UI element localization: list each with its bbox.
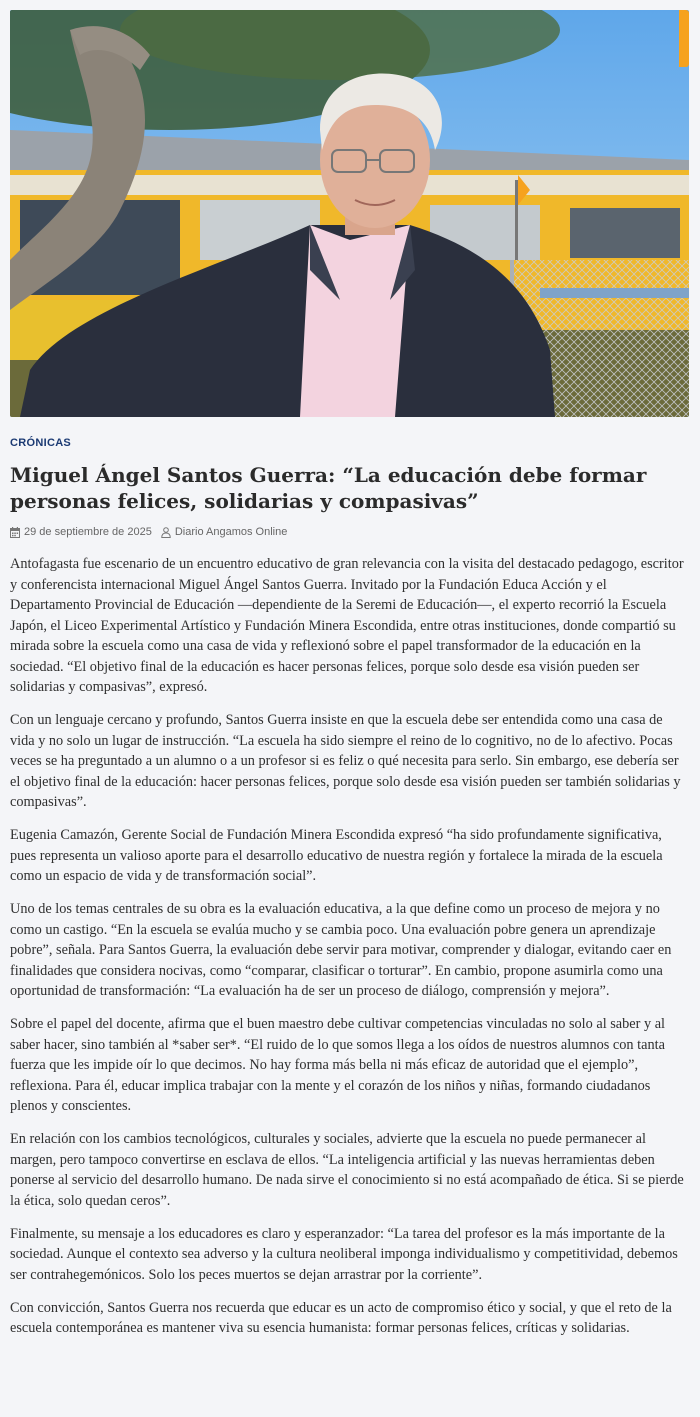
author-link[interactable]: Diario Angamos Online <box>174 526 288 538</box>
article-title: Miguel Ángel Santos Guerra: “La educación debe formar personas felices, solidarias y compasivas” <box>10 463 647 513</box>
accent-tab <box>679 10 689 67</box>
article-date: 29 de septiembre de 2025 <box>24 526 152 538</box>
date-item <box>10 526 152 538</box>
paragraph: Finalmente, su mensaje a los educadores es claro y esperanzador: “La tarea del profesor es la más importante de la sociedad. Aunque el contexto sea adverso y la cultura neoliberal imponga individualismo y competitividad, debemos ser contrahegemónicos. Solo los peces muertos se dejan arrastrar por la corriente”. <box>10 1225 678 1283</box>
author-item <box>161 526 288 538</box>
article-meta <box>10 525 296 539</box>
calendar-icon <box>10 527 20 538</box>
featured-image <box>10 10 689 417</box>
user-icon <box>161 527 171 538</box>
paragraph: Con un lenguaje cercano y profundo, Santos Guerra insiste en que la escuela debe ser entendida como una casa de vida y no solo un lugar de instrucción. “La escuela ha sido siempre el reino de lo cognitivo, no de lo afectivo. Pocas veces se ha preguntado a un alumno o a un profesor si es feliz o qué necesita para serlo. Sin embargo, ese debería ser el objetivo final de la educación: hacer personas felices, porque solo desde esa visión pueden ser también solidarias y compasivas”. <box>10 712 681 810</box>
paragraph: En relación con los cambios tecnológicos, culturales y sociales, advierte que la escuela no puede permanecer al margen, pero tampoco convertirse en esclava de ellos. “La inteligencia artificial y las nuevas herramientas deben ponerse al servicio del desarrollo humano. De nada sirve el conocimiento si no está acompañado de ética. Si se pierde la ética, solo quedan ceros”. <box>10 1131 684 1209</box>
article-body <box>10 554 690 1351</box>
category-link[interactable]: CRÓNICAS <box>10 437 72 449</box>
paragraph: Antofagasta fue escenario de un encuentro educativo de gran relevancia con la visita del destacado pedagogo, escritor y conferencista internacional Miguel Ángel Santos Guerra. Invitado por la Fundación Educa Acción y el Departamento Provincial de Educación —dependiente de la Seremi de Educación—, el experto recorrió la Escuela Japón, el Liceo Experimental Artístico y Fundación Minera Escondida, entre otras instituciones, donde compartió su mirada sobre la escuela como una casa de vida y reflexionó sobre el papel transformador de la educación en la sociedad. “El objetivo final de la educación es hacer personas felices, porque solo desde esa visión pueden ser solidarias y compasivas”, expresó. <box>10 556 684 695</box>
paragraph: Con convicción, Santos Guerra nos recuerda que educar es un acto de compromiso ético y social, y que el reto de la escuela contemporánea es mantener viva su esencia humanista: formar personas felices, críticas y solidarias. <box>10 1299 672 1336</box>
paragraph: Uno de los temas centrales de su obra es la evaluación educativa, a la que define como un proceso de mejora y no como un castigo. “En la escuela se evalúa mucho y se cambia poco. Una evaluación pobre genera un aprendizaje pobre”, señala. Para Santos Guerra, la evaluación debe servir para motivar, comprender y dialogar, evitando caer en finalidades que considera nocivas, como “comparar, clasificar o torturar”. En cambio, propone asumirla como una oportunidad de transformación: “La evaluación ha de ser un proceso de diálogo, comprensión y mejora”. <box>10 901 672 999</box>
paragraph: Sobre el papel del docente, afirma que el buen maestro debe cultivar competencias vinculadas no solo al saber y al saber hacer, sino también al *saber ser*. “El ruido de lo que somos llega a los oídos de nuestros alumnos con tanta fuerza que les impide oír lo que decimos. No hay forma más bella ni más eficaz de autoridad que el ejemplo”, reflexiona. Para él, educar implica trabajar con la mente y el corazón de los niños y niñas, formando ciudadanos plenos y conscientes. <box>10 1016 666 1114</box>
paragraph: Eugenia Camazón, Gerente Social de Fundación Minera Escondida expresó “ha sido profundamente significativa, pues representa un valioso aporte para el desarrollo educativo de nuestra región y fortalece la mirada de la escuela como un espacio de vida y de transformación social”. <box>10 827 663 884</box>
